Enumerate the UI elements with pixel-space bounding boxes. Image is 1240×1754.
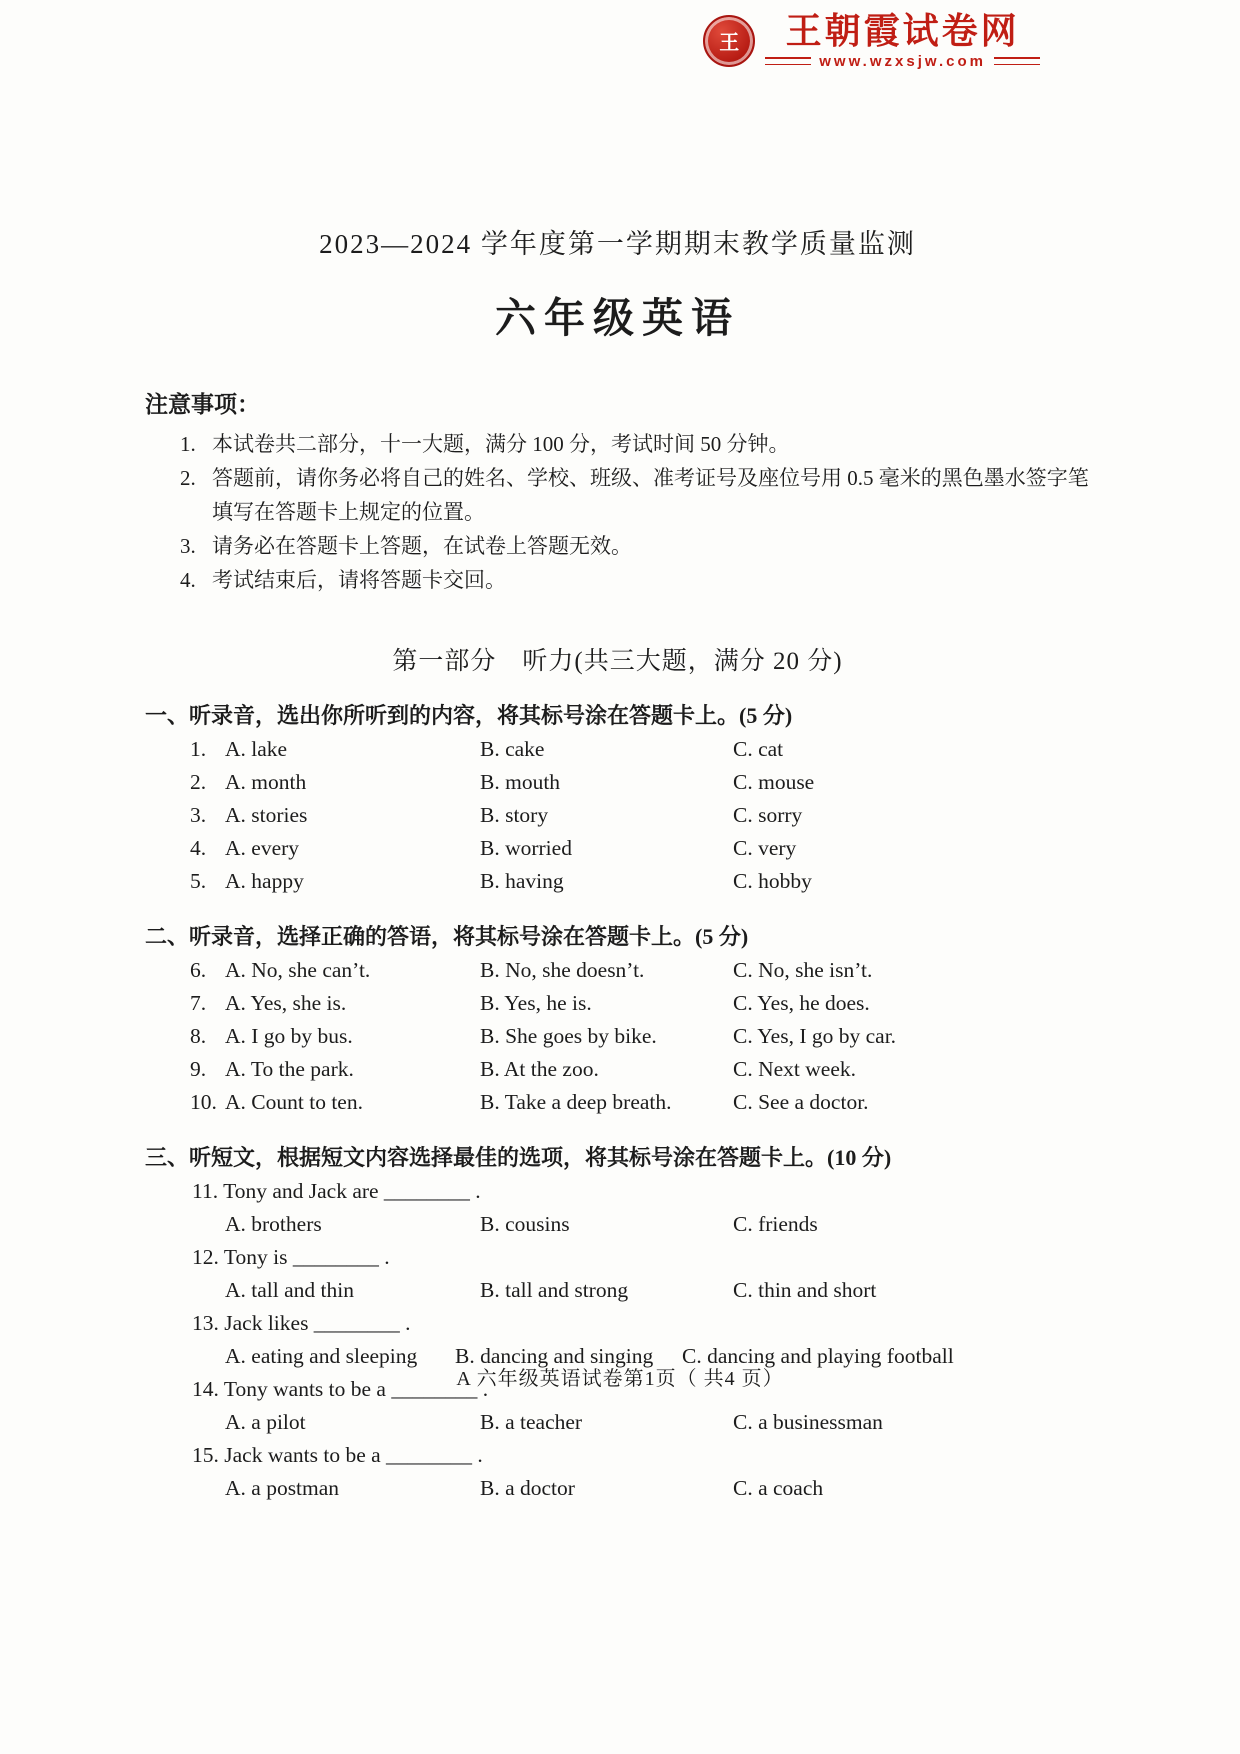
- option-c: C. See a doctor.: [733, 1090, 869, 1114]
- option-c: C. a businessman: [733, 1410, 883, 1434]
- brand-site-row: [765, 53, 1040, 70]
- option-c: C. very: [733, 836, 797, 860]
- option-a: A. every: [225, 836, 300, 860]
- option-a: A. happy: [225, 869, 304, 893]
- notice-item: [180, 529, 1090, 563]
- notice-number: 2.: [180, 466, 196, 490]
- notice-item: [180, 563, 1090, 597]
- question-stem: 13. Jack likes ________ .: [192, 1311, 411, 1335]
- option-c: C. No, she isn’t.: [733, 958, 873, 982]
- question-row-8: [190, 1020, 1090, 1053]
- option-a: A. Count to ten.: [225, 1090, 363, 1114]
- option-c: C. cat: [733, 737, 784, 761]
- option-a: A. month: [225, 770, 307, 794]
- page-footer: A 六年级英语试卷第1页（ 共4 页）: [456, 1368, 784, 1390]
- question-number: 7.: [190, 991, 207, 1015]
- question-item-15: [145, 1439, 1090, 1505]
- question-stem: 15. Jack wants to be a ________ .: [192, 1443, 483, 1467]
- notice-text: 答题前，请你务必将自己的姓名、学校、班级、准考证号及座位号用 0.5 毫米的黑色墨水签字笔填写在答题卡上规定的位置。: [212, 466, 1089, 524]
- option-b: B. mouth: [480, 770, 561, 794]
- option-a: A. I go by bus.: [225, 1024, 353, 1048]
- option-b: B. tall and strong: [480, 1278, 629, 1302]
- notice-item: [180, 461, 1090, 529]
- notice-list: [180, 427, 1090, 597]
- question-stem: 12. Tony is ________ .: [192, 1245, 390, 1269]
- exam-subject: 六年级英语: [495, 295, 740, 341]
- question-number: 5.: [190, 869, 207, 893]
- notice-text: 考试结束后，请将答题卡交回。: [212, 568, 506, 592]
- option-b: B. No, she doesn’t.: [480, 958, 645, 982]
- question-row-5: [190, 865, 1090, 898]
- question-row-4: [190, 832, 1090, 865]
- decorative-line-icon: [765, 57, 811, 65]
- option-c: C. dancing and playing football: [682, 1344, 954, 1368]
- brand-name: 王朝霞试卷网: [785, 10, 1020, 51]
- question-number: 3.: [190, 803, 207, 827]
- option-c: C. hobby: [733, 869, 812, 893]
- option-c: C. Yes, I go by car.: [733, 1024, 897, 1048]
- option-b: B. having: [480, 869, 564, 893]
- question-number: 4.: [190, 836, 207, 860]
- option-b: B. Yes, he is.: [480, 991, 592, 1015]
- option-a: A. a postman: [225, 1476, 340, 1500]
- question-number: 10.: [190, 1090, 217, 1114]
- option-b: B. At the zoo.: [480, 1057, 599, 1081]
- option-b: B. worried: [480, 836, 572, 860]
- option-c: C. a coach: [733, 1476, 824, 1500]
- question-options: [225, 1274, 1090, 1307]
- option-a: A. stories: [225, 803, 308, 827]
- question-options: [225, 1472, 1090, 1505]
- notice-text: 本试卷共二部分，十一大题，满分 100 分，考试时间 50 分钟。: [212, 432, 790, 456]
- option-b: B. Take a deep breath.: [480, 1090, 672, 1114]
- brand-url: www.wzxsjw.com: [819, 52, 986, 70]
- question-row-2: [190, 766, 1090, 799]
- question-row-10: [190, 1086, 1090, 1119]
- option-a: A. tall and thin: [225, 1278, 354, 1302]
- option-c: C. friends: [733, 1212, 818, 1236]
- option-a: A. eating and sleeping: [225, 1344, 418, 1368]
- decorative-line-icon: [994, 57, 1040, 65]
- option-c: C. sorry: [733, 803, 803, 827]
- notice-number: 3.: [180, 534, 196, 558]
- question-number: 9.: [190, 1057, 207, 1081]
- question-options: [225, 1406, 1090, 1439]
- question-row-1: [190, 733, 1090, 766]
- brand-seal-icon: 王: [703, 15, 755, 67]
- brand-logo: [703, 12, 1040, 70]
- option-b: B. dancing and singing: [455, 1344, 654, 1368]
- notice-heading: 注意事项：: [145, 392, 260, 417]
- option-c: C. thin and short: [733, 1278, 877, 1302]
- option-a: A. lake: [225, 737, 288, 761]
- question-number: 6.: [190, 958, 207, 982]
- part1-title: 第一部分 听力(共三大题，满分 20 分): [392, 648, 843, 675]
- option-c: C. mouse: [733, 770, 815, 794]
- exam-title: 2023—2024 学年度第一学期期末教学质量监测: [319, 229, 916, 259]
- option-a: A. To the park.: [225, 1057, 354, 1081]
- question-item-11: [145, 1175, 1090, 1241]
- notice-text: 请务必在答题卡上答题，在试卷上答题无效。: [212, 534, 632, 558]
- section2-heading: 二、听录音，选择正确的答语，将其标号涂在答题卡上。(5 分): [145, 924, 749, 949]
- notice-item: [180, 427, 1090, 461]
- notice-number: 1.: [180, 432, 196, 456]
- question-number: 1.: [190, 737, 207, 761]
- option-b: B. a doctor: [480, 1476, 575, 1500]
- option-a: A. No, she can’t.: [225, 958, 371, 982]
- option-c: C. Yes, he does.: [733, 991, 870, 1015]
- option-b: B. story: [480, 803, 549, 827]
- question-row-9: [190, 1053, 1090, 1086]
- notice-number: 4.: [180, 568, 196, 592]
- brand-text: [765, 12, 1040, 70]
- option-a: A. Yes, she is.: [225, 991, 347, 1015]
- question-row-6: [190, 954, 1090, 987]
- question-number: 2.: [190, 770, 207, 794]
- question-stem: 14. Tony wants to be a ________ .: [192, 1377, 489, 1401]
- question-item-12: [145, 1241, 1090, 1307]
- option-b: B. cousins: [480, 1212, 570, 1236]
- question-number: 8.: [190, 1024, 207, 1048]
- section1-heading: 一、听录音，选出你所听到的内容，将其标号涂在答题卡上。(5 分): [145, 703, 793, 728]
- option-c: C. Next week.: [733, 1057, 856, 1081]
- option-a: A. brothers: [225, 1212, 322, 1236]
- option-a: A. a pilot: [225, 1410, 306, 1434]
- question-row-3: [190, 799, 1090, 832]
- question-row-7: [190, 987, 1090, 1020]
- section3-heading: 三、听短文，根据短文内容选择最佳的选项，将其标号涂在答题卡上。(10 分): [145, 1145, 892, 1170]
- question-stem: 11. Tony and Jack are ________ .: [192, 1179, 481, 1203]
- option-b: B. a teacher: [480, 1410, 583, 1434]
- option-b: B. She goes by bike.: [480, 1024, 657, 1048]
- question-options: [225, 1208, 1090, 1241]
- option-b: B. cake: [480, 737, 545, 761]
